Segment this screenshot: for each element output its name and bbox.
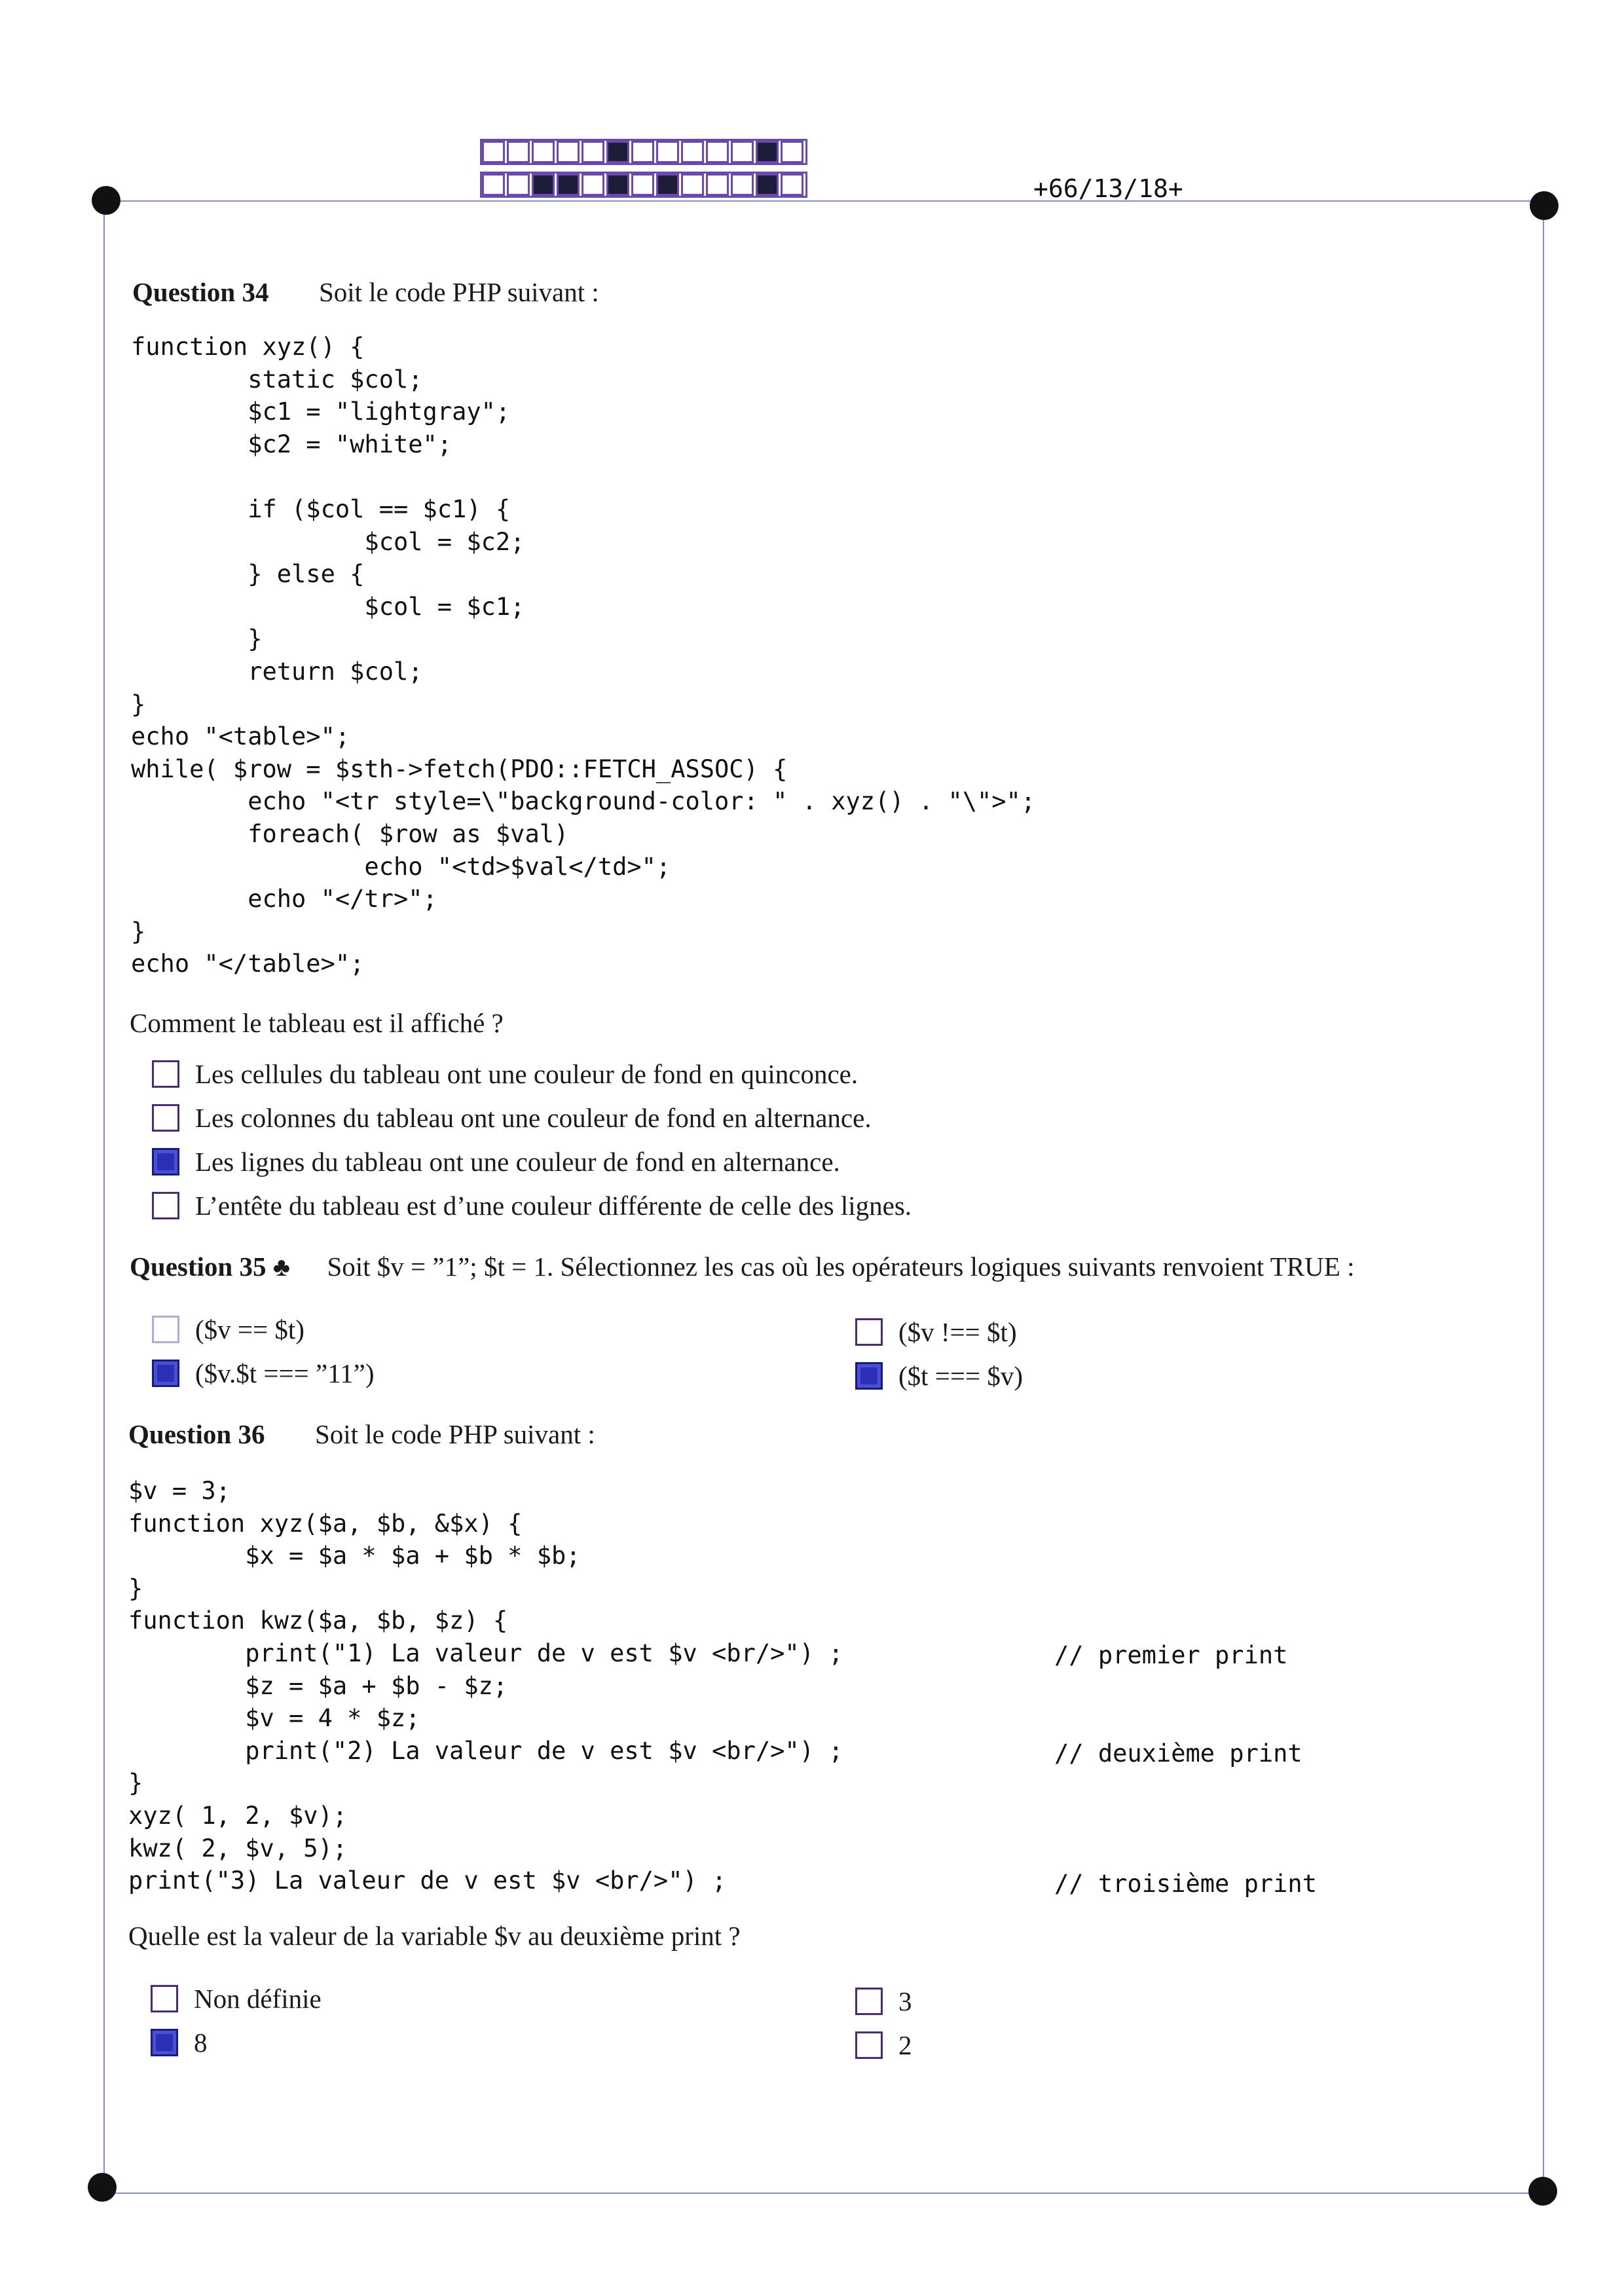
question-34-code: function xyz() { static $col; $c1 = "lightgray"; $c2 = "white"; if ($col == $c1) { $col = $c2; } else { $col = $c1; } return $col; } echo "<table>"; while( $row = $sth->fetch(PDO::FETCH_ASSOC) { echo "<tr style=\"background-color: " . xyz() . "\">"; foreach( $row as $val) echo "<td>$val</td>"; echo "</tr>"; } echo "</table>"; xyxy=(131,333,1036,978)
q34-option-4-checkbox[interactable] xyxy=(152,1192,179,1219)
q36-option-4-checkbox[interactable] xyxy=(855,2031,883,2059)
q35-option-1-checkbox[interactable] xyxy=(152,1316,179,1343)
q36-option-2[interactable] xyxy=(855,1986,912,2017)
question-34-header xyxy=(132,276,599,308)
q35-option-4-checkbox[interactable] xyxy=(855,1362,883,1390)
q36-option-2-checkbox[interactable] xyxy=(855,1988,883,2015)
q36-option-1-checkbox[interactable] xyxy=(151,1985,178,2012)
q35-option-3-label: ($v.$t === ”11”) xyxy=(195,1358,375,1388)
comment-deuxieme-print: // deuxième print xyxy=(1054,1739,1302,1768)
q35-option-2[interactable] xyxy=(855,1316,1017,1348)
q35-option-2-checkbox[interactable] xyxy=(855,1318,883,1346)
corner-mark-bottom-left xyxy=(88,2173,117,2202)
q34-option-4[interactable] xyxy=(152,1190,912,1221)
q34-option-1-checkbox[interactable] xyxy=(152,1060,179,1088)
question-34-label: Question 34 xyxy=(132,277,269,307)
frame-bottom-line xyxy=(103,2193,1544,2194)
question-35-text: Soit $v = ”1”; $t = 1. Sélectionnez les cas où les opérateurs logiques suivants renvoient TRUE : xyxy=(327,1251,1355,1282)
q35-option-2-label: ($v !== $t) xyxy=(898,1317,1017,1347)
question-36-prompt: Quelle est la valeur de la variable $v au deuxième print ? xyxy=(128,1921,741,1951)
q35-option-4[interactable] xyxy=(855,1360,1023,1392)
q36-option-3-label: 8 xyxy=(194,2028,208,2058)
scan-code-top xyxy=(480,139,807,165)
corner-mark-bottom-right xyxy=(1528,2177,1557,2206)
q36-option-1[interactable] xyxy=(151,1983,322,2014)
q35-option-1[interactable] xyxy=(152,1314,304,1345)
frame-right-line xyxy=(1543,206,1544,2193)
q34-option-3-checkbox[interactable] xyxy=(152,1148,179,1176)
question-34-text: Soit le code PHP suivant : xyxy=(318,277,599,307)
q36-option-1-label: Non définie xyxy=(194,1984,322,2014)
q35-option-3-checkbox[interactable] xyxy=(152,1360,179,1387)
q34-option-3[interactable] xyxy=(152,1146,840,1177)
scan-code-bottom xyxy=(480,172,807,198)
q35-option-3[interactable] xyxy=(152,1358,375,1389)
q34-option-2-checkbox[interactable] xyxy=(152,1104,179,1132)
q36-option-3[interactable] xyxy=(151,2027,208,2058)
q36-option-3-checkbox[interactable] xyxy=(151,2029,178,2056)
q34-option-1[interactable] xyxy=(152,1058,858,1090)
frame-left-line xyxy=(103,200,105,2194)
page-id: +66/13/18+ xyxy=(1033,174,1183,203)
q34-option-2[interactable] xyxy=(152,1102,872,1134)
multiple-answer-club-icon: ♣ xyxy=(272,1252,290,1282)
question-36-text: Soit le code PHP suivant : xyxy=(314,1419,595,1449)
question-36-code: $v = 3; function xyz($a, $b, &$x) { $x = $a * $a + $b * $b; } function kwz($a, $b, $z) { print("1) La valeur de v est $v <br/>") ; $z = $a + $b - $z; $v = 4 * $z; print("2) La valeur de v est $v <br/>") ; } xyz( 1, 2, $v); kwz( 2, $v, 5); print("3) La valeur de v est $v <br/>") ; xyxy=(128,1477,843,1895)
q36-option-4[interactable] xyxy=(855,2029,912,2061)
question-35-label: Question 35 xyxy=(130,1251,267,1282)
q35-option-1-label: ($v == $t) xyxy=(195,1314,304,1344)
comment-premier-print: // premier print xyxy=(1054,1641,1288,1669)
corner-mark-top-right xyxy=(1530,191,1559,220)
question-36-label: Question 36 xyxy=(128,1419,265,1449)
corner-mark-top-left xyxy=(92,186,120,215)
question-34-prompt: Comment le tableau est il affiché ? xyxy=(130,1008,504,1038)
q35-option-4-label: ($t === $v) xyxy=(898,1361,1024,1391)
q36-option-4-label: 2 xyxy=(898,2030,912,2060)
q34-option-1-label: Les cellules du tableau ont une couleur de fond en quinconce. xyxy=(195,1059,858,1089)
q36-option-2-label: 3 xyxy=(898,1986,912,2016)
q34-option-3-label: Les lignes du tableau ont une couleur de fond en alternance. xyxy=(195,1147,840,1177)
comment-troisieme-print: // troisième print xyxy=(1054,1870,1317,1898)
question-35-header xyxy=(130,1251,1354,1282)
q34-option-4-label: L’entête du tableau est d’une couleur différente de celle des lignes. xyxy=(195,1191,912,1221)
question-36-header xyxy=(128,1418,595,1450)
frame-top-line xyxy=(103,200,1544,202)
q34-option-2-label: Les colonnes du tableau ont une couleur de fond en alternance. xyxy=(195,1103,872,1133)
